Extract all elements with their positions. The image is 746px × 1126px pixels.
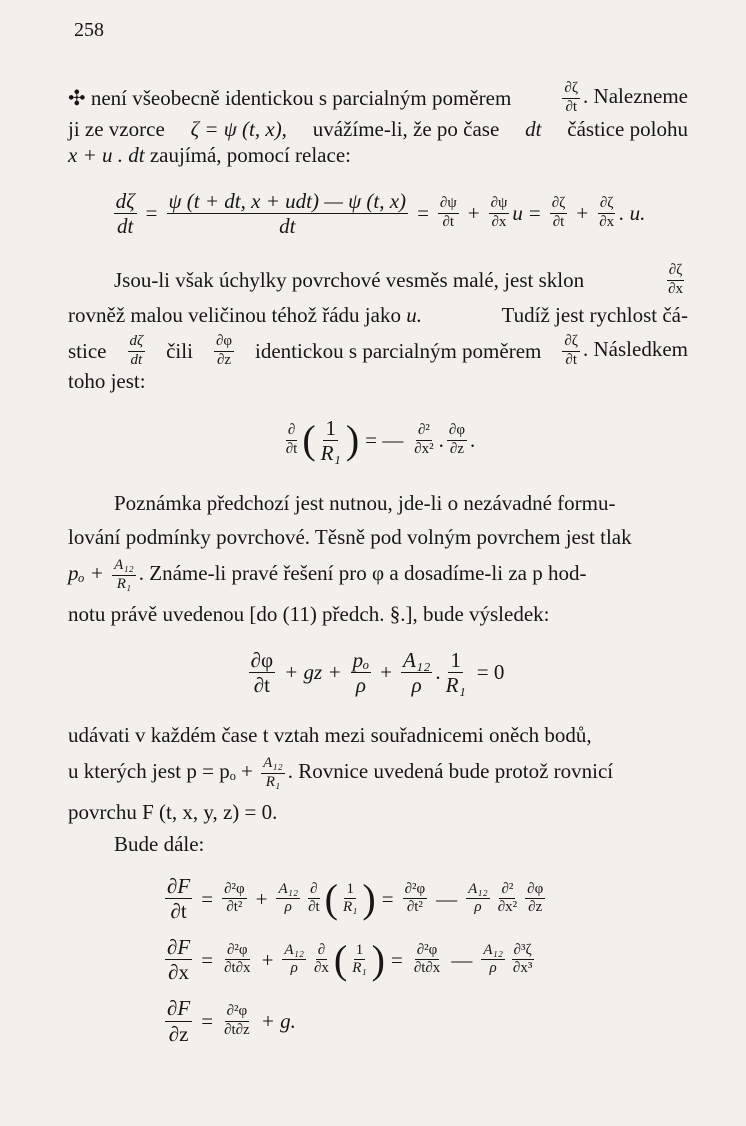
frac-num: ∂ζ: [598, 196, 616, 214]
frac-num: ∂φ: [525, 882, 545, 900]
eq1-u-end: . u.: [619, 201, 646, 226]
frac-den: ρ: [290, 960, 298, 977]
frac-den: ∂z: [168, 1021, 189, 1046]
frac-den: ∂x: [668, 280, 683, 297]
frac-num: ∂³ζ: [512, 943, 534, 961]
p3-l3-pre: pₒ +: [68, 561, 104, 586]
frac-num: ∂ζ: [562, 81, 580, 99]
equals-sign: =: [381, 886, 394, 911]
frac-den: ∂t: [308, 899, 320, 916]
frac-den: ∂x: [314, 960, 329, 977]
eq1-difference-quotient: [167, 190, 409, 237]
plus-sign: +: [261, 947, 274, 972]
frac-den: ∂t: [253, 672, 270, 697]
frac-num: A₁₂: [402, 647, 431, 672]
frac-num: A₁₂: [112, 558, 136, 576]
plus-sign: +: [576, 201, 589, 226]
equation-1: [68, 190, 688, 237]
plus-sign: +: [255, 886, 268, 911]
frac-den: dt: [279, 214, 296, 239]
equals-sign: =: [145, 201, 158, 226]
frac-den: ∂t∂x: [224, 960, 251, 977]
eq2-d-dt: [284, 423, 300, 458]
eq2-one-over-r1: [319, 417, 343, 464]
frac-den: ρ: [489, 960, 497, 977]
frac-den: ∂z: [528, 899, 543, 916]
frac-den: ∂t²: [406, 899, 423, 916]
frac-num: A₁₂: [276, 882, 300, 900]
p2-l2-text: rovněž malou veličinou téhož řádu jako: [68, 302, 401, 327]
frac-den: dt: [130, 351, 143, 368]
eq3-one-over-r1: [444, 649, 468, 696]
eq4-inner: [341, 882, 359, 917]
equals-sign: =: [201, 886, 214, 911]
p3-line-3: [68, 558, 688, 593]
frac-num: ∂φ: [214, 334, 234, 352]
plus-sign: +: [380, 660, 392, 685]
p1-l1-fraction-group: [559, 81, 688, 116]
equation-6: [162, 997, 688, 1044]
eq2-dphi-dz: [447, 423, 467, 458]
frac-den: R₁: [445, 672, 466, 697]
frac-den: ∂t: [170, 899, 187, 924]
p4-line-3: povrchu F (t, x, y, z) = 0.: [68, 799, 278, 824]
p1-l3-text: zaujímá, pomocí relace:: [149, 142, 351, 167]
frac-num: 1: [450, 647, 461, 672]
frac-num: ∂²φ: [225, 943, 250, 961]
p3-line-4: notu právě uvedenou [do (11) předch. §.], bude výsledek:: [68, 601, 550, 626]
p2-l2-u: u.: [406, 302, 422, 327]
eq5-c: [312, 943, 331, 978]
p1-l2-a: ji ze vzorce: [68, 116, 165, 141]
eq3-dphi-dt: [249, 649, 276, 696]
frac-den: ∂t²: [226, 899, 243, 916]
plus-sign: +: [467, 201, 480, 226]
p2-l1-text: Jsou-li však úchylky povrchové vesměs malé, jest sklon: [114, 268, 585, 293]
frac-den: ∂x³: [512, 960, 533, 977]
p2-l2-group: [68, 302, 422, 328]
frac-num: ∂ζ: [550, 196, 568, 214]
p2-l3-b: čili: [166, 338, 193, 363]
eq4-lhs: [165, 875, 192, 922]
frac-num: ∂: [316, 943, 327, 961]
frac-den: R₁: [352, 960, 367, 977]
frac-den: ∂t: [565, 98, 578, 115]
eq5-lhs: [165, 936, 192, 983]
frac-num: ψ (t + dt, x + udt) — ψ (t, x): [168, 189, 407, 213]
frac-num: A₁₂: [481, 943, 505, 961]
equals-sign: =: [201, 947, 214, 972]
p2-l3-end-group: [559, 334, 688, 369]
paragraph-4: [68, 722, 688, 857]
frac-den: ∂t∂x: [413, 960, 441, 977]
frac-num: ∂²φ: [403, 882, 428, 900]
frac-den: ρ: [355, 672, 366, 697]
p3-l3-post: . Známe-li pravé řešení pro φ a dosadíme-li za p hod-: [138, 561, 587, 586]
equation-system: [162, 875, 688, 1044]
p2-l2-post: Tudíž jest rychlost čá-: [501, 302, 688, 327]
frac-num: ∂: [308, 882, 319, 900]
frac-num: ∂²: [416, 423, 432, 441]
p4-l2-post: . Rovnice uvedená bude protož rovnicí: [287, 759, 614, 784]
dot: .: [438, 428, 444, 453]
eq3-p0-rho: [351, 649, 372, 696]
fraction-dzeta-dt-total: [128, 334, 146, 369]
p2-line-1: [68, 263, 688, 298]
p1-l1-text: ✣ není všeobecně identickou s parcialným poměrem: [68, 86, 512, 111]
fraction-a12-r1-2: [261, 756, 285, 791]
frac-num: ∂F: [167, 935, 191, 960]
frac-den: ρ: [284, 899, 292, 916]
frac-num: ∂²φ: [415, 943, 440, 961]
frac-num: ∂ψ: [438, 196, 459, 214]
p2-l3-c: identickou s parcialným poměrem: [255, 338, 542, 363]
eq6-plus-g: + g.: [260, 1008, 296, 1033]
fraction-dzeta-dt-partial: [562, 334, 580, 369]
frac-den: ∂x²: [497, 899, 518, 916]
frac-den: ∂t: [442, 214, 455, 231]
p1-l2-formula: ζ = ψ (t, x),: [190, 116, 287, 141]
frac-num: pₒ: [352, 647, 370, 672]
p1-line-1: [68, 81, 688, 116]
frac-num: ∂ζ: [562, 334, 580, 352]
fraction-dzeta-dt: [562, 81, 580, 116]
eq5-a: [222, 943, 253, 978]
frac-den: ∂z: [449, 440, 464, 457]
eq4-g: [525, 882, 545, 917]
frac-num: ∂²φ: [222, 882, 247, 900]
equals-sign: =: [390, 947, 403, 972]
p2-line-4: toho jest:: [68, 369, 146, 394]
frac-num: dζ: [128, 334, 146, 352]
eq4-c: [306, 882, 322, 917]
p4-line-4: Bude dále:: [114, 832, 205, 857]
p1-l1-post: . Nalezneme: [583, 84, 688, 109]
frac-num: ∂²: [499, 882, 515, 900]
p1-line-2: [68, 116, 688, 142]
frac-den: R₁: [265, 774, 281, 791]
paragraph-2: [68, 263, 688, 395]
frac-den: ∂x: [168, 960, 190, 985]
eq1-u: u: [512, 201, 523, 226]
right-paren: ): [362, 875, 376, 921]
equation-5: [162, 936, 688, 983]
p4-line-1: udávati v každém čase t vztah mezi souřadnicemi oněch bodů,: [68, 723, 592, 748]
eq4-e: [466, 882, 490, 917]
frac-num: ∂φ: [447, 423, 467, 441]
dot: .: [435, 660, 441, 685]
eq5-e: [481, 943, 505, 978]
equals-sign: =: [528, 201, 541, 226]
frac-num: ∂F: [167, 874, 191, 899]
frac-num: ∂²φ: [225, 1004, 250, 1022]
frac-den: ∂x²: [414, 440, 434, 457]
equation-4: [162, 875, 688, 922]
frac-den: dt: [116, 214, 134, 239]
eq6-lhs: [165, 997, 192, 1044]
equation-3: [68, 649, 688, 696]
eq3-gz: + gz +: [284, 660, 342, 685]
left-paren: (: [302, 417, 316, 463]
p2-l3-a: stice: [68, 338, 107, 363]
fraction-a12-r1: [112, 558, 136, 593]
p2-line-2: [68, 302, 688, 328]
frac-num: A₁₂: [466, 882, 490, 900]
eq2-end: .: [469, 428, 476, 453]
equals-sign: =: [417, 201, 429, 226]
frac-den: ∂x: [491, 214, 507, 231]
frac-num: 1: [325, 415, 336, 440]
frac-den: ∂t: [285, 440, 298, 457]
right-paren: ): [371, 936, 385, 982]
eq4-b: [276, 882, 300, 917]
paragraph-3: [68, 490, 688, 627]
p1-l3-formula: x + u . dt: [68, 142, 145, 167]
frac-num: 1: [344, 882, 356, 900]
frac-den: ρ: [474, 899, 482, 916]
frac-den: R₁: [116, 575, 132, 592]
eq4-d: [403, 882, 428, 917]
p3-line-1: Poznámka předchozí jest nutnou, jde-li o nezávadné formu-: [114, 490, 616, 515]
p1-line-3: [68, 142, 688, 168]
frac-num: A₁₂: [261, 756, 285, 774]
frac-num: ∂: [286, 423, 297, 441]
equals-sign: =: [201, 1008, 214, 1033]
eq1-term-2: [489, 196, 510, 231]
frac-num: ∂ψ: [489, 196, 510, 214]
minus-sign: —: [436, 886, 458, 911]
eq1-term-1: [438, 196, 459, 231]
frac-den: ∂x: [599, 214, 615, 231]
p2-line-3: [68, 334, 688, 369]
eq5-inner: [350, 943, 368, 978]
eq4-a: [222, 882, 247, 917]
eq5-f: [511, 943, 534, 978]
paragraph-1: [68, 81, 688, 168]
left-paren: (: [324, 875, 338, 921]
eq3-rhs: = 0: [476, 660, 505, 685]
frac-num: ∂ζ: [667, 263, 685, 281]
p1-l2-e: částice polohu: [567, 116, 688, 141]
frac-den: R₁: [320, 440, 341, 465]
eq2-second-derivative: [412, 423, 435, 458]
eq3-a12-rho: [401, 649, 432, 696]
frac-num: 1: [354, 943, 366, 961]
eq6-a: [222, 1004, 252, 1039]
frac-den: ∂t: [552, 214, 565, 231]
frac-den: ∂t∂z: [224, 1021, 250, 1038]
eq1-term-3: [550, 196, 568, 231]
p2-l3-d: . Následkem: [583, 336, 688, 361]
eq1-term-4: [597, 196, 616, 231]
p1-l2-c: uvážíme-li, že po čase: [312, 116, 500, 141]
frac-num: ∂F: [167, 996, 191, 1021]
frac-num: dζ: [115, 189, 135, 213]
equation-2: [68, 417, 688, 464]
p4-line-2: [68, 756, 688, 791]
eq5-b: [282, 943, 306, 978]
frac-num: A₁₂: [282, 943, 306, 961]
minus-sign: —: [451, 947, 473, 972]
frac-num: ∂φ: [250, 647, 274, 672]
left-paren: (: [333, 936, 348, 982]
page-number: 258: [74, 19, 104, 41]
p3-line-2: lování podmínky povrchové. Těsně pod volným povrchem jest tlak: [68, 524, 632, 549]
fraction-dzeta-dx: [666, 263, 685, 298]
eq4-f: [496, 882, 519, 917]
right-paren: ): [345, 417, 360, 463]
eq5-d: [412, 943, 443, 978]
p1-l2-dt: dt: [525, 116, 542, 141]
frac-den: ∂z: [216, 351, 232, 368]
p4-l2-pre: u kterých jest p = pₒ +: [68, 759, 253, 784]
frac-den: R₁: [343, 899, 358, 916]
frac-den: ∂t: [565, 351, 577, 368]
eq1-lhs: [114, 190, 137, 237]
fraction-dphi-dz: [214, 334, 234, 369]
eq2-sign: = —: [365, 428, 404, 453]
frac-den: ρ: [411, 672, 422, 697]
